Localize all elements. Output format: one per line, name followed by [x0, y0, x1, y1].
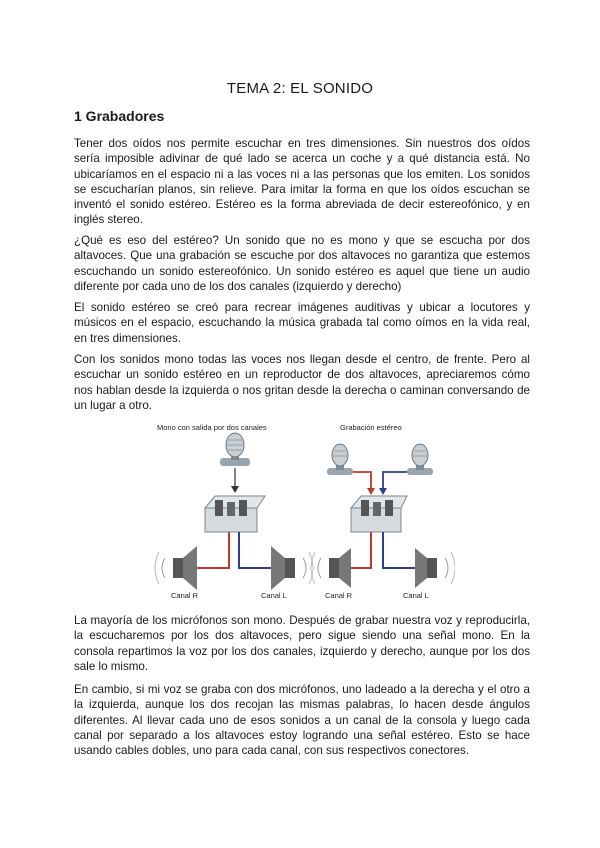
paragraph-3: El sonido estéreo se creó para recrear imágenes auditivas y ubicar a locutores y músicos en el espacio, escuchando la música grabada tal como oímos en la vida real, en tres dimensiones.	[74, 301, 530, 345]
mono-stereo-diagram	[145, 420, 455, 600]
stereo-output-wires	[341, 532, 415, 568]
microphone-icon	[407, 444, 433, 475]
channel-l-label: Canal L	[261, 591, 287, 600]
speaker-icon	[311, 548, 351, 588]
section-heading: 1 Grabadores	[74, 108, 165, 124]
speaker-icon	[271, 546, 313, 590]
channel-r-label: Canal R	[325, 591, 353, 600]
channel-l-label: Canal L	[403, 591, 429, 600]
mixer-console-icon	[205, 496, 265, 532]
right-diagram-caption: Grabación estéreo	[340, 423, 402, 432]
page-title: TEMA 2: EL SONIDO	[226, 80, 374, 97]
stereo-input-wires	[353, 472, 407, 495]
paragraph-2: ¿Qué es eso del estéreo? Un sonido que no es mono y que se escucha por dos altavoces. Que una grabación se escuche por dos altavoces no garantiza que estemos escuchando un sonido estereofónico. Un sonido estéreo es aquel que tiene un audio diferente por cada uno de los dos canales (izquierdo y derecho)	[74, 234, 530, 293]
mono-wires	[185, 532, 273, 568]
paragraph-6: En cambio, si mi voz se graba con dos micrófonos, uno ladeado a la derecha y el otro a la izquierda, aunque los dos recojan las mismas palabras, lo hacen desde ángulos diferentes. Al llevar cada uno de esos sonidos a un canal de la consola y luego cada canal por separado a los altavoces estoy logrando una señal estéreo. Esto se hace usando cables dobles, uno para cada canal, con sus respectivos conectores.	[74, 683, 530, 758]
microphone-icon	[220, 433, 250, 466]
speaker-icon	[155, 546, 197, 590]
paragraph-1: Tener dos oídos nos permite escuchar en tres dimensiones. Sin nuestros dos oídos sería imposible adivinar de qué lado se acerca un coche y a qué distancia está. No ubicaríamos en el espacio ni a las voces ni a las personas que los emiten. Los sonidos se escucharían planos, sin relieve. Para imitar la forma en que los oídos escuchan se inventó el sonido estéreo. Estéreo es la forma abreviada de decir estereofónico, y en inglés stereo.	[74, 137, 530, 227]
microphone-icon	[327, 444, 353, 475]
left-diagram-caption: Mono con salida por dos canales	[157, 423, 267, 432]
paragraph-4: Con los sonidos mono todas las voces nos llegan desde el centro, de frente. Pero al escuchar un sonido estéreo en un reproductor de dos altavoces, apreciaremos cómo nos hablan desde la izquierda o nos gritan desde la derecha o caminan conversando de un lugar a otro.	[74, 353, 530, 412]
channel-r-label: Canal R	[171, 591, 199, 600]
speaker-icon	[415, 548, 455, 588]
arrow-down-icon	[231, 468, 239, 493]
mixer-console-icon	[351, 496, 407, 532]
paragraph-5: La mayoría de los micrófonos son mono. Después de grabar nuestra voz y reproducirla, la escucharemos por los dos altavoces, pero sigue siendo una señal mono. En la consola repartimos la voz por los dos canales, izquierdo y derecho, aunque por los dos sale lo mismo.	[74, 614, 530, 673]
